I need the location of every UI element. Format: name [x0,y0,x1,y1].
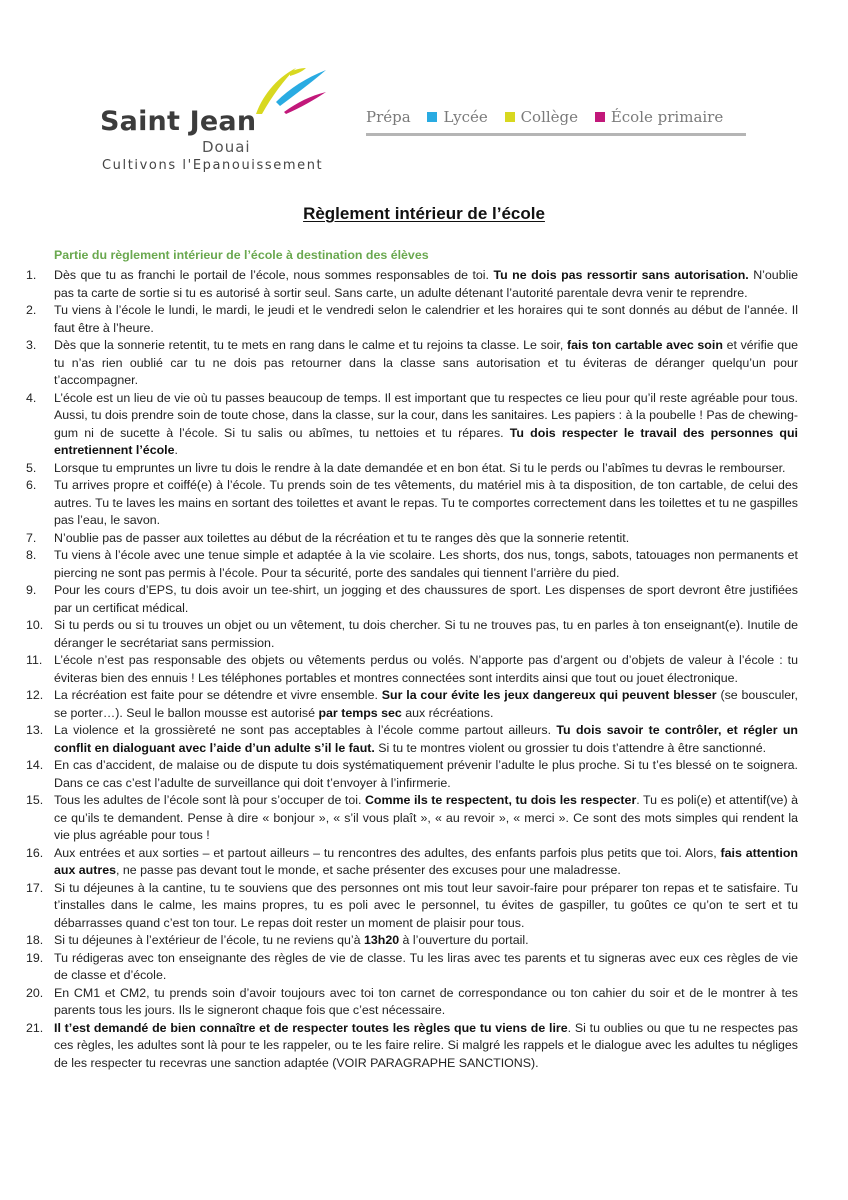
rule-item [26,530,798,548]
rule-number: 8. [26,548,37,562]
rule-text [54,390,798,460]
rule-emphasis: Comme ils te respectent, tu dois les respecter [364,793,637,807]
rule-text-segment: aux récréations. [401,705,494,720]
rule-item [26,687,798,722]
rule-text [54,687,798,722]
rule-text-segment: . Si tu oublies ou que tu ne respectes pas ces règles, les adultes sont là pour te les rappeler, ou te les faire relire. Si malgré les rappels et le dialogue avec les adultes tu négliges de les respecter tu recevras une sanction adaptée (VOIR PARAGRAPHE SANCTIONS). [54,1020,798,1070]
rule-text-segment: L’école n’est pas responsable des objets ou vêtements perdus ou volés. N’apporte pas d’argent ou d’objets de valeur à l’école : tu éviteras bien des ennuis ! Les téléphones portables et montres connectées sont interdits ainsi que tout ou jouet électronique. [54,653,798,685]
rule-text [54,337,798,390]
rule-text [54,985,798,1020]
rule-emphasis: fais ton cartable avec soin [567,338,723,352]
rule-text [54,1020,798,1073]
rule-text-segment: En cas d’accident, de malaise ou de dispute tu dois systématiquement prévenir l’adulte le plus proche. Si tu t’es blessé on te soignera. Dans ce cas c’est l’adulte de surveillance qui doit t’envoyer à l’infirmerie. [54,758,798,790]
rule-text-segment: La violence et la grossièreté ne sont pas acceptables à l’école comme partout ailleurs. [54,723,557,737]
header-divider [366,133,746,136]
rule-emphasis: Il t’est demandé de bien connaître et de respecter toutes les règles que tu viens de lire [54,1020,568,1035]
logo-name: Saint Jean [100,106,257,137]
rule-emphasis: Sur la cour évite les jeux dangereux qui peuvent blesser [381,688,717,702]
rule-number: 2. [26,303,37,317]
level-label: Prépa [366,108,411,126]
rule-text-segment: Tu viens à l’école le lundi, le mardi, le jeudi et le vendredi selon le calendrier et les horaires qui te sont donnés au début de l’année. Il faut être à l’heure. [54,303,798,335]
rule-item [26,880,798,933]
square-bullet-icon [427,112,437,122]
rule-item [26,302,798,337]
rule-text-segment: N’oublie pas ta carte de sortie si tu es autorisé à sortir seul. Sans carte, un adulte détenant l’autorité parentale devra venir te reprendre. [54,268,798,300]
rule-item [26,932,798,950]
rule-number: 17. [26,880,44,895]
rule-text-segment: Si tu te montres violent ou grossier tu dois t’attendre à être sanctionné. [374,740,767,755]
school-levels [366,108,746,126]
rule-number: 18. [26,933,44,947]
logo-swoosh-icon [250,66,330,116]
rule-item [26,950,798,985]
rule-number: 7. [26,530,37,545]
rule-text [54,792,798,845]
rule-text-segment: Si tu perds ou si tu trouves un objet ou un vêtement, tu dois chercher. Si tu ne trouves pas, tu en parles à ton enseignant(e). Inutile de déranger le secrétariat sans permission. [54,618,798,650]
rule-item [26,460,798,478]
rule-emphasis: fais attention aux autres [54,845,798,877]
rule-item [26,547,798,582]
rule-text [54,530,798,548]
level-label: Collège [520,108,579,126]
rule-number: 13. [26,723,44,737]
rule-text-segment: (se bousculer, se porter…). Seul le ballon mousse est autorisé [54,688,798,720]
square-bullet-icon [505,112,515,122]
rule-number: 4. [26,390,37,405]
rule-number: 21. [26,1020,44,1035]
rule-text-segment: Tu arrives propre et coiffé(e) à l’école. Tu prends soin de tes vêtements, du matériel mis à ta disposition, de ton cartable, de celui des autres. Tu te laves les mains en sortant des toilettes et avant le repas. Tu te comportes correctement dans les toilettes et tu ne gaspilles pas l’eau, le savon. [54,478,798,527]
rule-item [26,757,798,792]
rule-text [54,880,798,933]
level-lycee [421,108,487,126]
document-title [0,204,848,224]
rule-text [54,617,798,652]
rule-number: 5. [26,460,37,475]
rule-number: 11. [26,653,43,667]
document-subtitle: Partie du règlement intérieur de l’école à destination des élèves [54,248,429,262]
rule-item [26,582,798,617]
rule-item [26,337,798,390]
rule-text-segment: Si tu déjeunes à la cantine, tu te souviens que des personnes ont mis tout leur savoir-faire pour préparer ton repas et te satisfaire. Tu t’installes dans le calme, les mains propres, tu es poli avec le personnel, tu évites de gaspiller, tu goûtes ce qu’on te sert et tu débarrasses quand c’est ton tour. Le repas doit rester un moment de plaisir pour tous. [54,880,798,930]
rule-number: 3. [26,338,37,352]
rule-text-segment: et vérifie que tu n’as rien oublié car tu ne dois pas retourner dans la classe sans autorisation et tu éviteras de déranger quelqu’un pour t’accompagner. [54,338,798,387]
rules-list [26,267,798,1072]
rule-text-segment: Pour les cours d’EPS, tu dois avoir un tee-shirt, un jogging et des chaussures de sport. Les dispenses de sport devront être justifiées par un certificat médical. [54,583,798,615]
rule-item [26,477,798,530]
rule-emphasis: par temps sec [318,705,402,720]
rule-text [54,950,798,985]
rule-number: 9. [26,583,37,597]
rule-text [54,460,798,478]
level-ecole-primaire [589,108,723,126]
school-logo [100,66,340,176]
rule-item [26,652,798,687]
rule-text [54,757,798,792]
rule-number: 19. [26,950,44,965]
rule-text [54,267,798,302]
rule-text [54,302,798,337]
rule-text-segment: Aux entrées et aux sorties – et partout ailleurs – tu rencontres des adultes, des enfants parfois plus petits que toi. Alors, [54,845,721,860]
rule-emphasis: Tu ne dois pas ressortir sans autorisation. [493,268,749,282]
rule-text-segment: Dès que la sonnerie retentit, tu te mets en rang dans le calme et tu rejoins ta classe. Le soir, [54,338,567,352]
rule-text-segment: Si tu déjeunes à l’extérieur de l’école, tu ne reviens qu’à [54,933,364,947]
rule-emphasis: Tu dois respecter le travail des personnes qui entretiennent l’école [54,425,799,457]
rule-text-segment: La récréation est faite pour se détendre et vivre ensemble. [54,688,382,702]
rule-item [26,1020,798,1073]
rule-text-segment: Tu rédigeras avec ton enseignante des règles de vie de classe. Tu les liras avec tes parents et tu signeras avec eux ces règles de vie de classe et d’école. [54,950,798,982]
rule-item [26,845,798,880]
rule-number: 12. [26,688,44,702]
rule-item [26,722,798,757]
rule-text-segment: . Tu es poli(e) et attentif(ve) à ce qu’ils te demandent. Pense à dire « bonjour », « s’il vous plaît », « au revoir », « merci ». Ce sont des mots simples qui rendent la vie plus agréable pour tous ! [54,793,798,842]
rule-number: 15. [26,793,44,807]
rule-text-segment: Tous les adultes de l’école sont là pour s’occuper de toi. [54,793,365,807]
document-title-text: Règlement intérieur de l’école [303,204,545,223]
rule-text [54,582,798,617]
rule-item [26,390,798,460]
level-label: Lycée [443,108,488,126]
rule-text [54,845,798,880]
rule-text-segment: . [174,443,178,457]
rule-item [26,792,798,845]
rule-text-segment: à l’ouverture du portail. [399,933,529,947]
rule-text-segment: En CM1 et CM2, tu prends soin d’avoir toujours avec toi ton carnet de correspondance ou ton cahier du soir et de le montrer à tes parents tous les jours. Ils le signeront chaque fois que c’est nécessaire. [54,985,798,1017]
rule-text [54,932,798,950]
logo-tagline: Cultivons l'Epanouissement [102,158,324,173]
rule-text-segment: L’école est un lieu de vie où tu passes beaucoup de temps. Il est important que tu respectes ce lieu pour qu’il reste agréable pour tous. Aussi, tu dois prendre soin de toute chose, dans la classe, sur la cour, dans les sanitaires. Les papiers : à la poubelle ! Pas de chewing-gum ni de sucette à l’école. Si tu salis ou abîmes, tu nettoies et tu répares. [54,390,798,440]
rule-text-segment: Dès que tu as franchi le portail de l’école, nous sommes responsables de toi. [54,268,494,282]
rule-text [54,477,798,530]
rule-number: 10. [26,618,44,632]
rule-text-segment: N’oublie pas de passer aux toilettes au début de la récréation et tu te ranges dès que la sonnerie retentit. [54,530,630,545]
rule-text-segment: , ne passe pas devant tout le monde, et sache présenter des excuses pour une maladresse. [115,863,621,877]
rule-text [54,652,798,687]
logo-city: Douai [202,138,251,156]
rule-text [54,722,798,757]
rule-number: 6. [26,478,37,492]
rule-item [26,985,798,1020]
level-college [499,108,578,126]
rule-item [26,617,798,652]
rule-emphasis: Tu dois savoir te contrôler, et régler un conflit en dialoguant avec l’aide d’un adulte s’il le faut. [54,723,798,755]
rule-number: 20. [26,985,44,1000]
rule-emphasis: 13h20 [363,933,400,947]
rule-item [26,267,798,302]
rule-text-segment: Lorsque tu empruntes un livre tu dois le rendre à la date demandée et en bon état. Si tu le perds ou l’abîmes tu devras le rembourser. [54,460,786,475]
rule-text [54,547,798,582]
rule-number: 14. [26,758,44,772]
square-bullet-icon [595,112,605,122]
rule-text-segment: Tu viens à l’école avec une tenue simple et adaptée à la vie scolaire. Les shorts, dos nus, tongs, sabots, tatouages non permanents et piercing ne sont pas permis à l’école. Pour ta sécurité, porte des sandales qui tiennent l’arrière du pied. [54,548,798,580]
level-prepa [366,108,411,126]
rule-number: 1. [26,268,37,282]
level-label: École primaire [610,108,724,126]
rule-number: 16. [26,845,44,860]
